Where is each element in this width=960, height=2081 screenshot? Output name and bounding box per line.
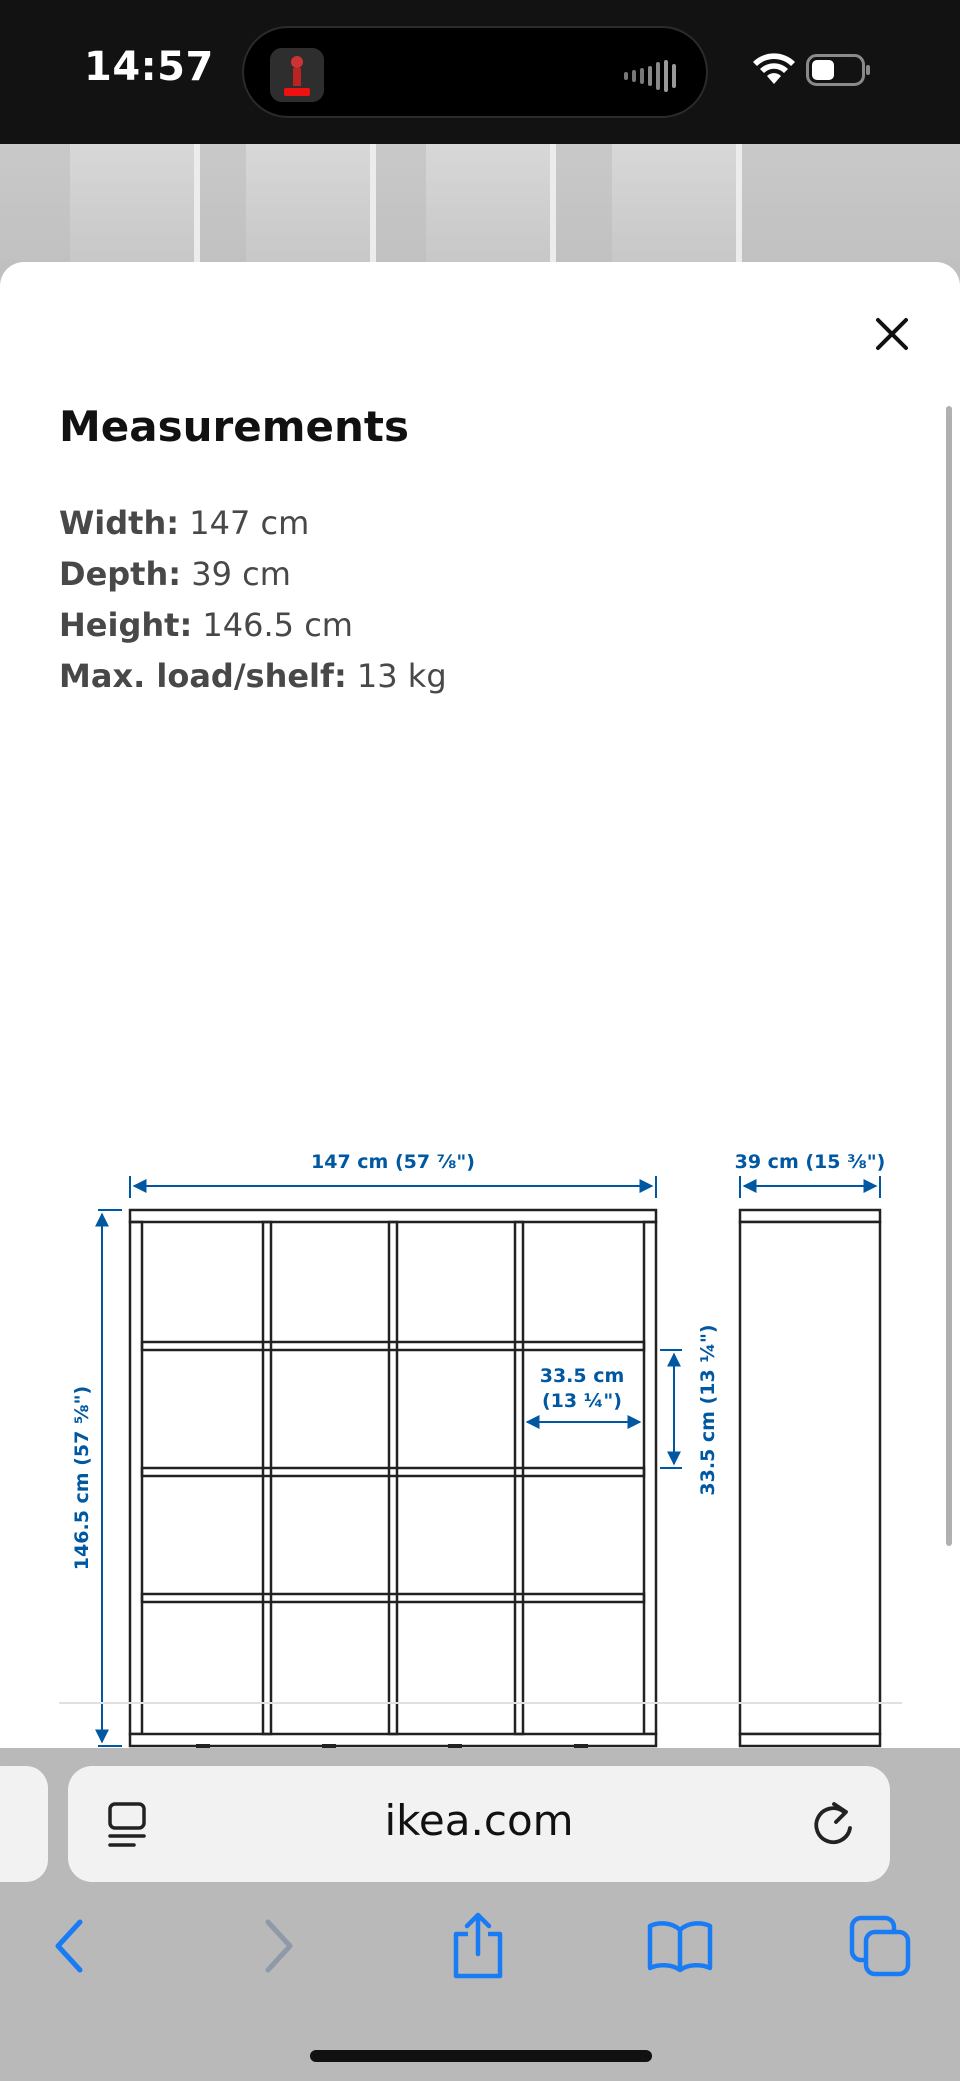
spec-row-max-load — [59, 651, 447, 702]
tabs-button[interactable] — [842, 1908, 918, 1984]
compartment-width-label: 33.5 cm — [539, 1365, 625, 1387]
forward-icon — [258, 1918, 298, 1974]
spec-row-width — [59, 498, 447, 549]
front-view-shelf — [130, 1210, 656, 1746]
spec-list — [59, 498, 447, 702]
close-button[interactable] — [868, 310, 916, 358]
bookmarks-button[interactable] — [642, 1908, 718, 1984]
url-text: ikea.com — [384, 1796, 574, 1845]
forward-button[interactable] — [240, 1908, 316, 1984]
spec-value: 13 kg — [356, 657, 447, 695]
audio-wave-icon — [622, 58, 682, 94]
side-view-shelf — [740, 1210, 880, 1746]
share-icon — [450, 1912, 506, 1980]
back-button[interactable] — [32, 1908, 108, 1984]
home-indicator[interactable] — [310, 2050, 652, 2062]
spec-label: Depth: — [59, 555, 182, 593]
spec-label: Width: — [59, 504, 180, 542]
reload-icon[interactable] — [810, 1798, 858, 1850]
height-dimension-label: 146.5 cm (57 ⅝") — [71, 1385, 93, 1571]
measurement-diagram — [60, 880, 900, 1750]
spec-row-depth — [59, 549, 447, 600]
spec-value: 39 cm — [191, 555, 291, 593]
depth-dimension-label: 39 cm (15 ⅜") — [734, 1151, 886, 1173]
battery-icon — [806, 54, 872, 86]
spec-value: 147 cm — [189, 504, 310, 542]
status-bar — [0, 0, 960, 144]
dynamic-island[interactable] — [242, 26, 708, 118]
compartment-height-label: 33.5 cm (13 ¼") — [697, 1324, 719, 1496]
spec-row-height — [59, 600, 447, 651]
share-button[interactable] — [440, 1908, 516, 1984]
scrollbar[interactable] — [946, 406, 952, 1546]
divider — [59, 1702, 902, 1704]
back-icon — [50, 1918, 90, 1974]
close-icon — [875, 317, 909, 351]
page-title: Measurements — [59, 402, 409, 451]
spec-label: Max. load/shelf: — [59, 657, 347, 695]
browser-nav-row — [0, 1908, 960, 1984]
app-activity-icon — [270, 48, 324, 102]
previous-tab-preview[interactable] — [0, 1766, 48, 1882]
compartment-width-inches: (13 ¼") — [542, 1390, 622, 1412]
width-dimension-label: 147 cm (57 ⅞") — [311, 1151, 475, 1173]
tabs-icon — [848, 1914, 912, 1978]
spec-label: Height: — [59, 606, 193, 644]
measurements-sheet — [0, 262, 960, 1748]
browser-toolbar — [0, 1748, 960, 2081]
spec-value: 146.5 cm — [202, 606, 353, 644]
address-bar[interactable] — [68, 1766, 890, 1882]
bookmarks-icon — [646, 1918, 714, 1974]
wifi-icon — [752, 52, 796, 86]
status-time: 14:57 — [84, 44, 214, 90]
